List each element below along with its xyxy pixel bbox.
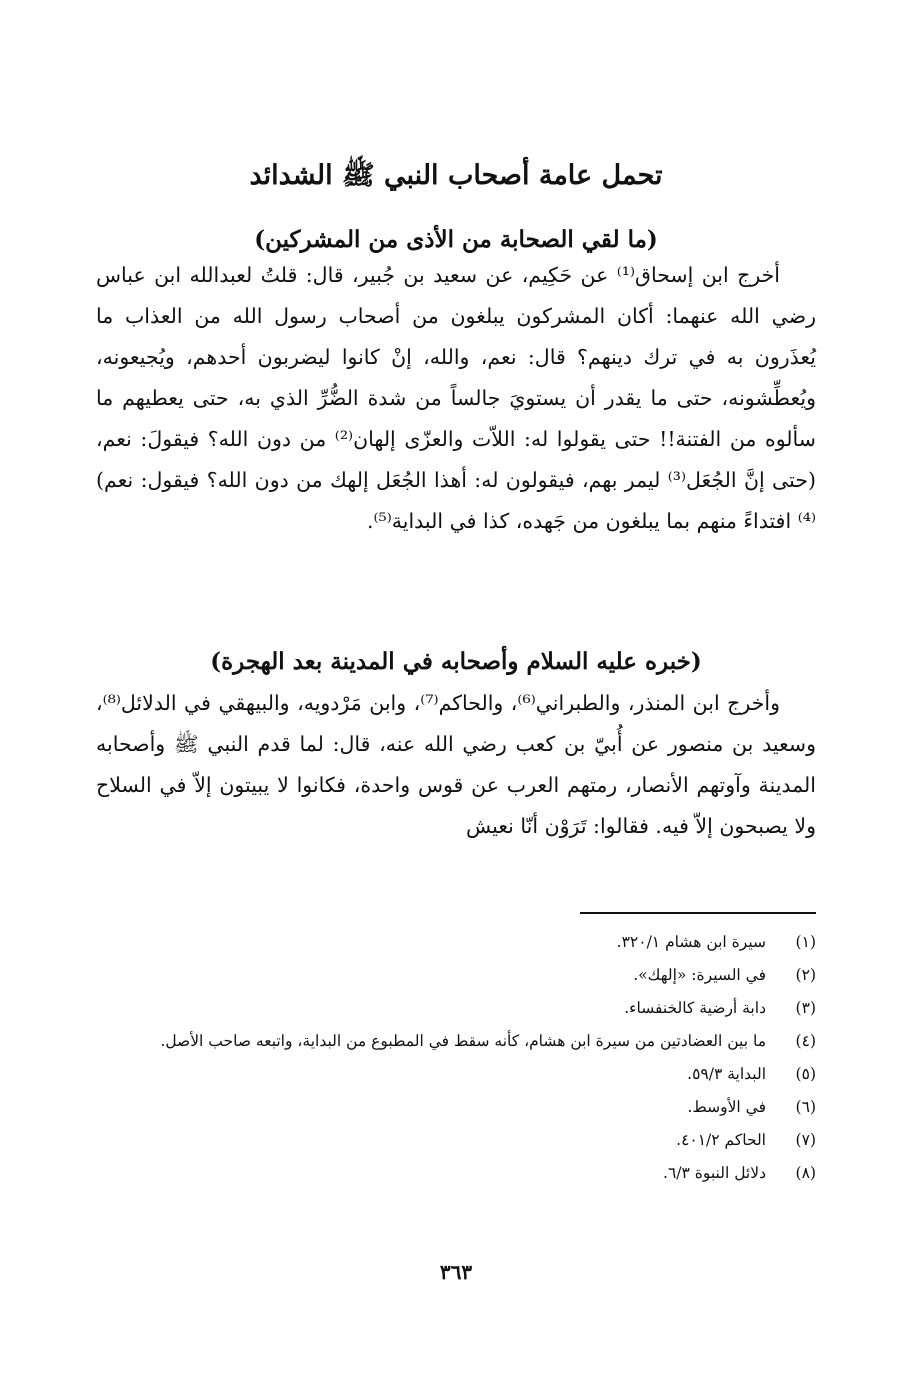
footnote-number: (٢)	[795, 966, 816, 984]
section-body-persecution: أخرج ابن إسحاق⁽¹⁾ عن حَكِيم، عن سعيد بن جُبير، قال: قلتُ لعبدالله ابن عباس رضي الله عنهما: أكان المشركون يبلغون من أصحاب رسول الله من العذاب ما يُعذَرون به في ترك دينهم؟ قال: نعم، والله، إنْ كانوا ليضربون أحدهم، ويُجيعونه، ويُعطِّشونه، حتى ما يقدر أن يستويَ جالساً من شدة الضُّرِّ الذي به، حتى يعطيهم ما سألوه من الفتنة!! حتى يقولوا له: اللاّت والعزّى إلهان⁽²⁾ من دون الله؟ فيقولَ: نعم، (حتى إنَّ الجُعَل⁽³⁾ ليمر بهم، فيقولون له: أهذا الجُعَل إلهك من دون الله؟ فيقول: نعم)⁽⁴⁾ افتداءً منهم بما يبلغون من جَهده، كذا في البداية⁽⁵⁾.	[96, 263, 816, 533]
section-heading-medina: (خبره عليه السلام وأصحابه في المدينة بعد الهجرة)	[210, 648, 702, 676]
footnotes-list	[96, 928, 816, 1192]
footnote-number: (١)	[795, 933, 816, 951]
footnote-item	[96, 994, 816, 1027]
footnote-text: في الأوسط.	[687, 1098, 766, 1116]
footnote-item	[96, 1027, 816, 1060]
footnote-number: (٤)	[795, 1032, 816, 1050]
footnote-number: (٧)	[795, 1131, 816, 1149]
footnote-number: (٣)	[795, 999, 816, 1017]
footnote-number: (٦)	[795, 1098, 816, 1116]
footnote-text: دابة أرضية كالخنفساء.	[624, 999, 766, 1017]
page-number: ٣٦٣	[439, 1260, 473, 1284]
footnote-text: سيرة ابن هشام ٣٢٠/١.	[616, 933, 766, 951]
footnote-text: البداية ٥٩/٣.	[687, 1065, 766, 1083]
footnote-item	[96, 1093, 816, 1126]
page-title: تحمل عامة أصحاب النبي ﷺ الشدائد	[249, 160, 663, 192]
footnote-item	[96, 1126, 816, 1159]
section-heading-persecution: (ما لقي الصحابة من الأذى من المشركين)	[254, 226, 658, 254]
footnote-item	[96, 961, 816, 994]
footnote-text: دلائل النبوة ٦/٣.	[663, 1164, 766, 1182]
footnote-number: (٥)	[795, 1065, 816, 1083]
footnote-text: ما بين العضادتين من سيرة ابن هشام، كأنه سقط في المطبوع من البداية، واتبعه صاحب الأصل.	[160, 1032, 766, 1050]
footnote-item	[96, 1159, 816, 1192]
footnote-item	[96, 1060, 816, 1093]
footnote-item	[96, 928, 816, 961]
footnote-divider	[580, 912, 816, 914]
footnote-number: (٨)	[795, 1164, 816, 1182]
footnote-text: في السيرة: «إلهك».	[633, 966, 766, 984]
section-body-medina: وأخرج ابن المنذر، والطبراني⁽⁶⁾، والحاكم⁽⁷⁾، وابن مَرْدويه، والبيهقي في الدلائل⁽⁸⁾، وسعيد بن منصور عن أُبيّ بن كعب رضي الله عنه، قال: لما قدم النبي ﷺ وأصحابه المدينة وآوتهم الأنصار، رمتهم العرب عن قوس واحدة، فكانوا لا يبيتون إلاّ في السلاح ولا يصبحون إلاّ فيه. فقالوا: تَرَوْن أنّا نعيش	[96, 691, 816, 838]
footnote-text: الحاكم ٤٠١/٢.	[676, 1131, 766, 1149]
